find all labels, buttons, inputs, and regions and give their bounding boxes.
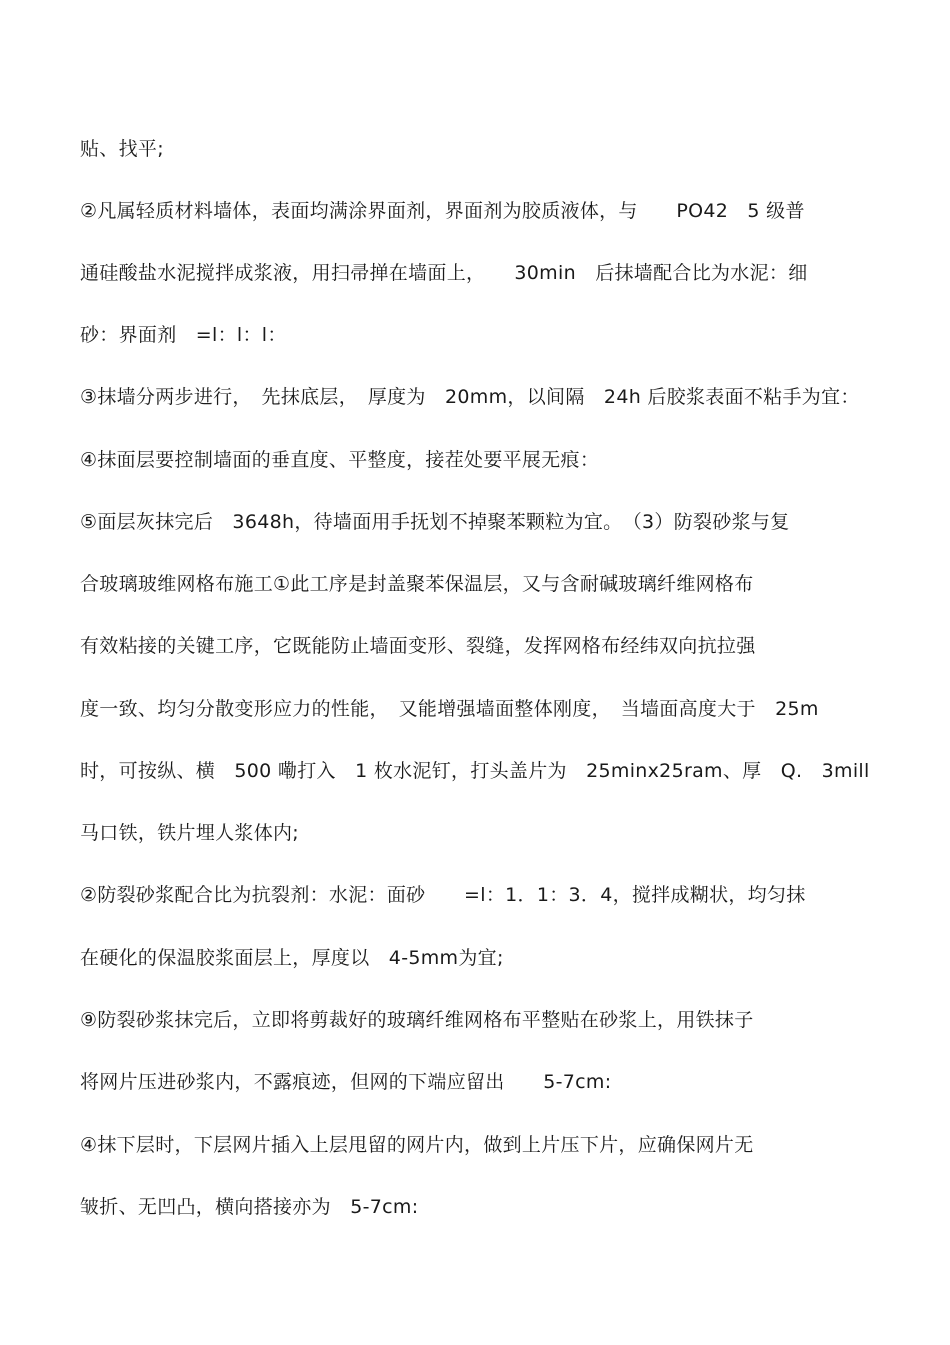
- text-line: ⑤面层灰抹完后 3648h，待墙面用手抚划不掉聚苯颗粒为宜。 （3）防裂砂浆与复: [80, 511, 790, 533]
- text-line: 马口铁，铁片埋人浆体内;: [80, 822, 300, 844]
- text-line: 合玻璃玻维网格布施工①此工序是封盖聚苯保温层，又与含耐碱玻璃纤维网格布: [80, 573, 754, 595]
- text-line: ②凡属轻质材料墙体，表面均满涂界面剂，界面剂为胶质液体，与 PO42 5 级普: [80, 200, 805, 222]
- text-line: 通硅酸盐水泥搅拌成浆液，用扫帚掸在墙面上， 30min 后抹墙配合比为水泥：细: [80, 262, 808, 284]
- text-line: 将网片压进砂浆内，不露痕迹，但网的下端应留出 5-7cm:: [80, 1071, 612, 1093]
- text-line: ④抹面层要控制墙面的垂直度、平整度，接茬处要平展无痕：: [80, 449, 600, 471]
- text-line: ④抹下层时，下层网片插入上层甩留的网片内，做到上片压下片，应确保网片无: [80, 1134, 754, 1156]
- text-line: ⑨防裂砂浆抹完后，立即将剪裁好的玻璃纤维网格布平整贴在砂浆上，用铁抹子: [80, 1009, 754, 1031]
- text-line: 有效粘接的关键工序，它既能防止墙面变形、裂缝，发挥网格布经纬双向抗拉强: [80, 635, 756, 657]
- text-line: ③抹墙分两步进行， 先抹底层， 厚度为 20mm，以间隔 24h 后胶浆表面不粘手为宜：: [80, 386, 860, 408]
- text-line: 度一致、均匀分散变形应力的性能， 又能增强墙面整体刚度， 当墙面高度大于 25m: [80, 698, 819, 720]
- text-line: 在硬化的保温胶浆面层上，厚度以 4-5mm为宜;: [80, 947, 504, 969]
- text-line: 贴、找平;: [80, 138, 164, 160]
- text-line: 时，可按纵、横 500 嘞打入 1 枚水泥钉，打头盖片为 25minx25ram、厚 Q. 3mill: [80, 760, 870, 782]
- text-line: ②防裂砂浆配合比为抗裂剂：水泥：面砂 =l：1．1：3．4，搅拌成糊状，均匀抹: [80, 884, 806, 906]
- text-line: 砂：界面剂 =l：l：l：: [80, 324, 287, 346]
- text-line: 皱折、无凹凸，横向搭接亦为 5-7cm:: [80, 1196, 419, 1218]
